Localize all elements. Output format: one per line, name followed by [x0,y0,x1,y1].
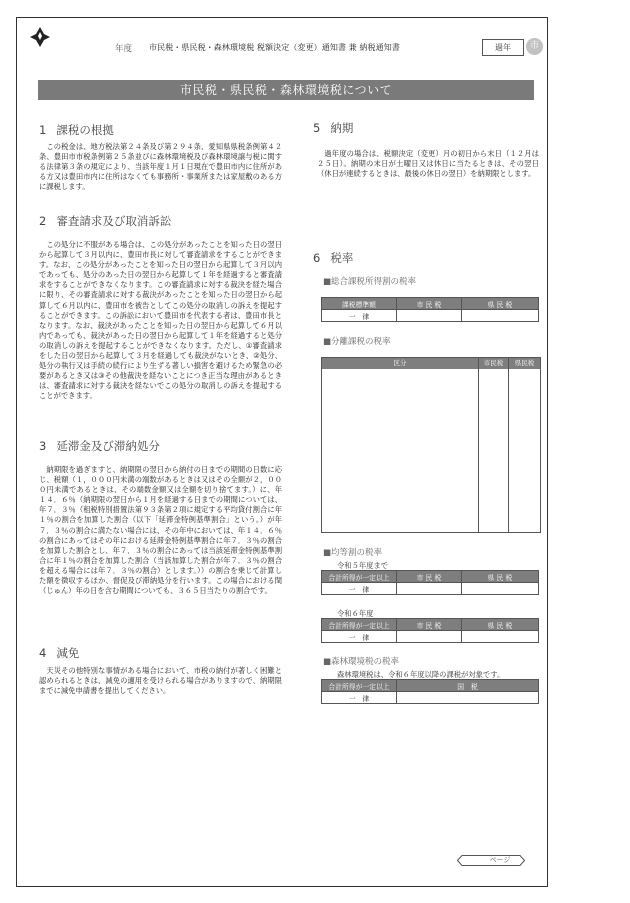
section-number: 1 [39,123,47,137]
rate-cell [462,583,539,595]
forest-rate-title: ■森林環境税の税率 [323,657,400,667]
col-header: 合計所得が一定以上 [322,571,397,583]
fiscal-year-label: 年度 [115,44,133,54]
section-title: 減免 [56,646,80,660]
col-header: 国 税 [397,680,539,692]
notice-title: 市民税・県民税・森林環境税 税額決定（変更）通知書 兼 納税通知書 [149,43,400,52]
forest-rate-note: 森林環境税は、令和６年度以降の課税が対象です。 [337,670,505,679]
section-6-heading [313,250,353,266]
col-header: 区分 [322,358,478,369]
separate-rate-table [321,357,541,533]
col-header: 県 民 税 [462,571,539,583]
col-header: 県 民 税 [462,298,539,310]
rate-cell [397,583,462,595]
col-header: 市 民 税 [397,298,462,310]
section-title: 課税の根拠 [56,123,114,137]
section-title: 審査請求及び取消訴訟 [56,214,172,228]
rate-cell [397,310,462,322]
section-1-heading [39,122,114,138]
row-label: 一 律 [322,583,397,595]
page-number-label: ページ [489,856,511,864]
fiscal-year-box: 過年 [482,39,524,56]
row-label: 一 律 [322,692,397,704]
section-4-heading [39,645,79,661]
general-rate-table [321,297,539,322]
r6-label: 令和６年度 [337,609,374,618]
rate-cell [462,631,539,643]
per-capita-r6-table [321,618,539,643]
section-2-body: この処分に不服がある場合は、この処分があったことを知った日の翌日から起算して３月以内に、豊田市長に対して審査請求をすることができます。なお、この処分があったことを知った日の翌日から起算して３月以内であっても、処分のあった日の翌日から起算して１年を経過すると審査請求をすることができなくなります。この審査請求に対する裁決を経た場合に限り、その審査請求に対する裁決があったことを知った日の翌日から起算して６月以内に、豊田市を被告としてこの処分の取消しの訴えを提起することができます。この訴訟において豊田市を代表する者は、豊田市長となります。なお、裁決があったことを知った日の翌日から起算して６月以内であっても、裁決があった日の翌日から起算して１年を経過すると処分の取消しの訴えを提起することができなくなります。ただし、①審査請求をした日の翌日から起算して３月を経過しても裁決がないとき、②処分、処分の執行又は手続の続行により生ずる著しい損害を避けるため緊急の必要があるとき又は③その他裁決を経ないことにつき正当な理由があるときは、審査請求に対する裁決を経ないでこの処分の取消しの訴えを提起することができます。 [39,240,282,401]
forest-rate-table [321,679,539,704]
col-header: 市 民 税 [397,619,462,631]
rate-cell [397,692,539,704]
per-capita-rate-title: ■均等割の税率 [323,548,383,558]
page-banner: 市民税・県民税・森林環境税について [38,80,534,100]
document-page [16,17,548,887]
column-divider [508,358,509,532]
section-3-body: 納期限を過ぎますと、納期限の翌日から納付の日までの期間の日数に応じ、税額（１，０００円未満の端数があるときは又はその全額が２，０００円未満であるときは、その端数金額又は全額を切り捨てます。）に、年１４．６％（納期限の翌日から１月を経過する日までの期間については、年７．３％（租税特別措置法第９３条第２項に規定する平均貸付割合に年１％の割合を加算した割合（以下「延滞金特例基準割合」という。）が年７．３％の割合に満たない場合には、その年中においては、年１４．６％の割合にあってはその年における延滞金特例基準割合に年７．３％の割合を加算した割合とし、年７．３％の割合にあっては当該延滞金特例基準割合に年１％の割合を加算した割合（当該加算した割合が年７．３％の割合を超える場合には年７．３％の割合）とします。））の割合を乗じて計算した額を徴収するほか、督促及び滞納処分を行います。この場合における閏（じゅん）年の日を含む期間についても、３６５日当たりの割合です。 [39,465,282,596]
col-header: 県 民 税 [462,619,539,631]
separate-rate-title: ■分離課税の税率 [323,337,391,347]
section-1-body: この税金は、地方税法第２４条及び第２９４条、愛知県県税条例第４２条、豊田市市税条例第２５条並びに森林環境税及び森林環境譲与税に関する法律第３条の規定により、当該年度１月１日現在で豊田市内に住所がある方又は豊田市内に住所はなくても事務所・事業所または家屋敷のある方に課税します。 [39,142,282,192]
section-number: 2 [39,214,47,228]
per-capita-r5-table [321,570,539,595]
col-header: 県民税 [509,358,540,369]
row-label: 一 律 [322,310,397,322]
col-header: 市 民 税 [397,571,462,583]
header [17,18,547,58]
column-divider [478,358,479,532]
section-number: 3 [39,439,47,453]
section-2-heading [39,213,171,229]
section-number: 6 [313,251,321,265]
col-header: 合計所得が一定以上 [322,680,397,692]
section-number: 4 [39,646,47,660]
section-number: 5 [313,121,321,135]
section-5-heading [313,120,353,136]
general-rate-title: ■総合課税所得割の税率 [323,277,417,287]
section-5-body: 過年度の場合は、税額決定（変更）月の初日から末日（１２月は２５日）。納期の末日が土曜日又は休日に当たるときは、その翌日（休日が連続するときは、最後の休日の翌日）を納期限とします。 [317,149,539,179]
rate-cell [397,631,462,643]
section-title: 納期 [330,121,354,135]
city-emblem-icon [29,26,51,48]
col-header: 課税標準額 [322,298,397,310]
section-title: 税率 [330,251,354,265]
section-title: 延滞金及び滞納処分 [56,439,160,453]
rate-cell [462,310,539,322]
section-4-body: 天災その他特別な事情がある場合において、市税の納付が著しく困難と認められるときは、減免の適用を受けられる場合がありますので、納期限までに減免申請書を提出してください。 [39,666,282,696]
r5-label: 令和５年度まで [337,561,389,570]
col-header: 市民税 [479,358,508,369]
row-label: 一 律 [322,631,397,643]
section-3-heading [39,438,160,454]
city-badge: 市 [526,38,543,55]
col-header: 合計所得が一定以上 [322,619,397,631]
